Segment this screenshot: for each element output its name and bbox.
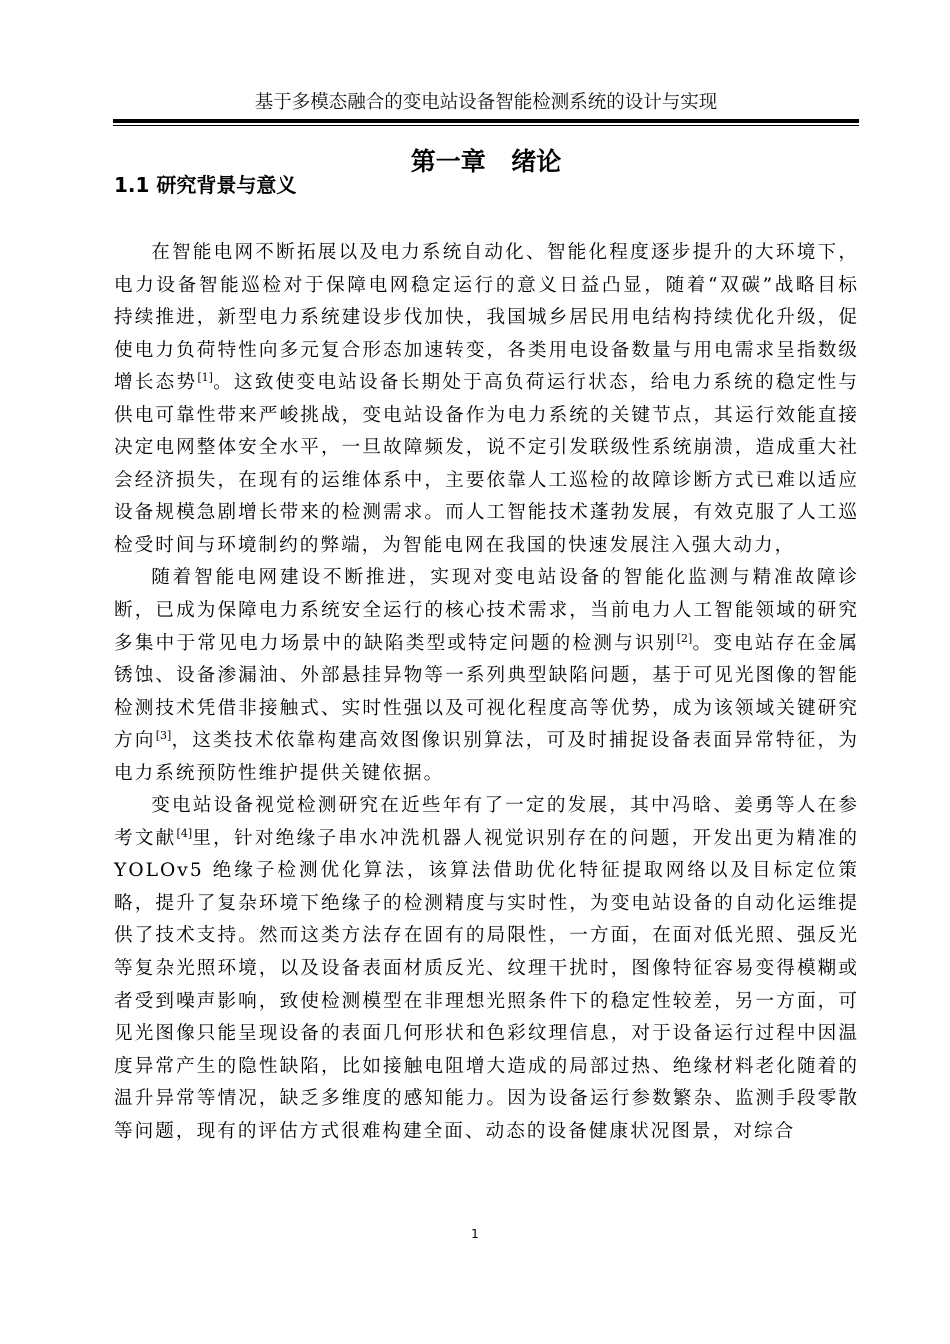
paragraph: [114, 562, 859, 790]
running-header: 基于多模态融合的变电站设备智能检测系统的设计与实现: [254, 92, 718, 113]
page-number: 1: [471, 1227, 479, 1241]
paragraph-text: 。变电站存在金属锈蚀、设备渗漏油、外部悬挂异物等一系列典型缺陷问题，基于可见光图像的智能检测技术凭借非接触式、实时性强以及可视化程度高等优势，成为该领域关键研究方向: [114, 632, 859, 752]
citation-ref: [4]: [176, 826, 193, 840]
section-heading: 1.1 研究背景与意义: [114, 173, 297, 197]
header-rule-thin: [113, 125, 859, 126]
paragraph: [114, 237, 859, 562]
citation-ref: [3]: [155, 729, 172, 743]
header-rule-thick: [113, 119, 859, 123]
paragraph-text: 里，针对绝缘子串水冲洗机器人视觉识别存在的问题，开发出更为精准的 YOLOv5 绝缘子检测优化算法，该算法借助优化特征提取网络以及目标定位策略，提升了复杂环境下绝缘子的检测精度与实时性，为变电站设备的自动化运维提供了技术支持。然而这类方法存在固有的局限性，一方面，在面对低光照、强反光等复杂光照环境，以及设备表面材质反光、纹理干扰时，图像特征容易变得模糊或者受到噪声影响，致使检测模型在非理想光照条件下的稳定性较差，另一方面，可见光图像只能呈现设备的表面几何形状和色彩纹理信息，对于设备运行过程中因温度异常产生的隐性缺陷，比如接触电阻增大造成的局部过热、绝缘材料老化随着的温升异常等情况，缺乏多维度的感知能力。因为设备运行参数繁杂、监测手段零散等问题，现有的评估方式很难构建全面、动态的设备健康状况图景，对综合: [114, 827, 859, 1142]
paragraph-text: 。这致使变电站设备长期处于高负荷运行状态，给电力系统的稳定性与供电可靠性带来严峻挑战，变电站设备作为电力系统的关键节点，其运行效能直接决定电网整体安全水平，一旦故障频发，说不定引发联级性系统崩溃，造成重大社会经济损失，在现有的运维体系中，主要依靠人工巡检的故障诊断方式已难以适应设备规模急剧增长带来的检测需求。而人工智能技术蓬勃发展，有效克服了人工巡检受时间与环境制约的弊端，为智能电网在我国的快速发展注入强大动力，: [114, 372, 859, 556]
body-text: [114, 237, 859, 1148]
paragraph: [114, 790, 859, 1148]
paragraph-text: 变电站设备视觉检测研究在近些年有了一定的发展，其中冯晗、姜勇等人在参考文献: [114, 795, 859, 849]
paragraph-text: 随着智能电网建设不断推进，实现对变电站设备的智能化监测与精准故障诊断，已成为保障电力系统安全运行的核心技术需求，当前电力人工智能领域的研究多集中于常见电力场景中的缺陷类型或特定问题的检测与识别: [114, 567, 859, 654]
citation-ref: [1]: [197, 371, 213, 385]
paragraph-text: 在智能电网不断拓展以及电力系统自动化、智能化程度逐步提升的大环境下，电力设备智能巡检对于保障电网稳定运行的意义日益凸显，随着“双碳”战略目标持续推进，新型电力系统建设步伐加快，我国城乡居民用电结构持续优化升级，促使电力负荷特性向多元复合形态加速转变，各类用电设备数量与用电需求呈指数级增长态势: [114, 242, 859, 394]
paragraph-text: ，这类技术依靠构建高效图像识别算法，可及时捕捉设备表面异常特征，为电力系统预防性维护提供关键依据。: [114, 730, 859, 784]
chapter-title: 第一章 绪论: [410, 147, 562, 176]
citation-ref: [2]: [676, 631, 693, 645]
